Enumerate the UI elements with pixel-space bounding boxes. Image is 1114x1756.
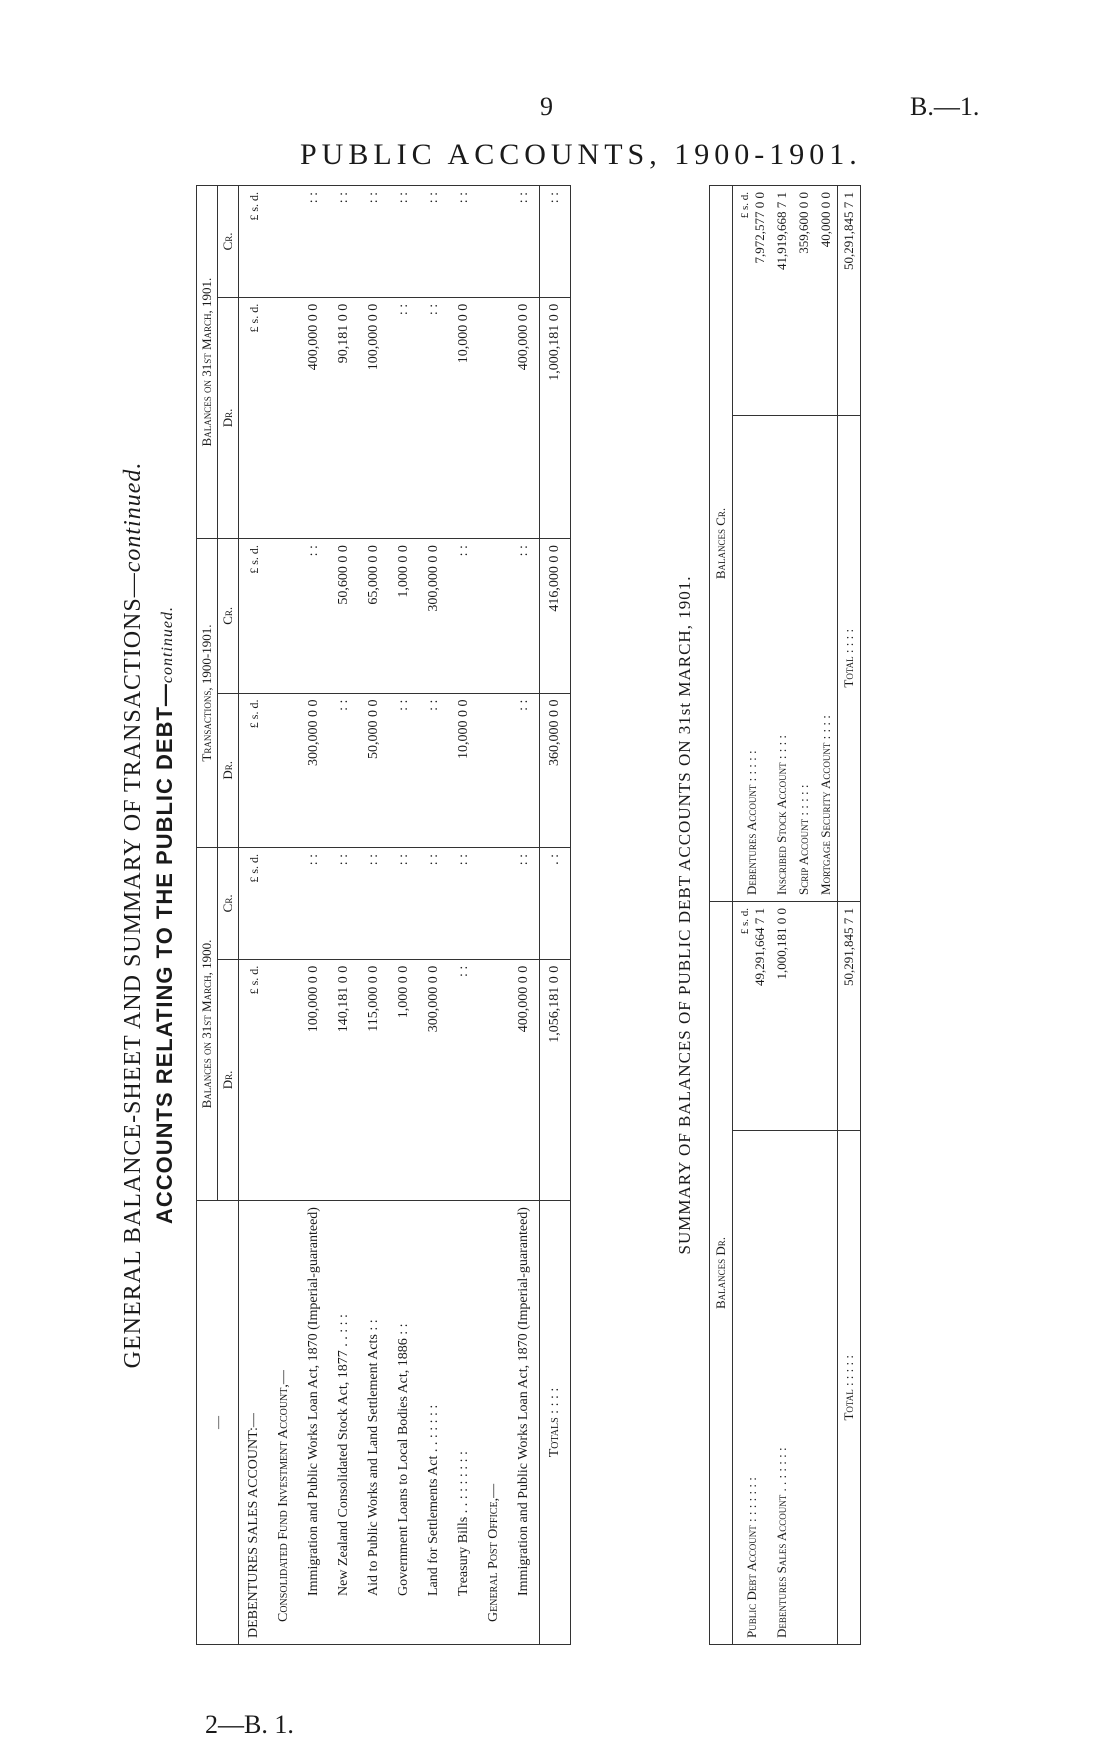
currency-units: £ s. d. (239, 297, 270, 538)
col-group-balances-1901: Balances on 31st March, 1901. (197, 186, 218, 539)
subsection-title: Consolidated Fund Investment Account,— (269, 1201, 299, 1645)
summary-row (733, 186, 772, 1645)
balance-1900-dr: 400,000 0 0 (509, 959, 540, 1200)
dr-label: Debentures Sales Account . . : : : : : (771, 1131, 793, 1645)
summary-header-row (710, 186, 733, 1645)
general-heading-text: GENERAL BALANCE-SHEET AND SUMMARY OF TRANSACTIONS— (120, 572, 146, 1369)
summary-table (709, 185, 861, 1645)
cr-header: Cr. (218, 539, 239, 693)
balance-1901-cr: : : (509, 186, 540, 298)
transaction-cr: : : (449, 539, 479, 693)
total-balance-1901-cr: : : (540, 186, 571, 298)
row-description: Aid to Public Works and Land Settlement Acts : : (359, 1201, 389, 1645)
transaction-dr: 10,000 0 0 (449, 693, 479, 847)
transaction-cr: : : (299, 539, 329, 693)
subsection-title: General Post Office,— (479, 1201, 509, 1645)
balance-1901-dr: 400,000 0 0 (509, 297, 540, 538)
transaction-dr: : : (509, 693, 540, 847)
cr-amount (733, 186, 772, 416)
dr-amount (733, 901, 772, 1131)
cr-total-amount: 50,291,845 7 1 (838, 186, 861, 416)
totals-label: Totals : : : : (540, 1201, 571, 1645)
transaction-cr: 50,600 0 0 (329, 539, 359, 693)
balance-1901-cr: : : (419, 186, 449, 298)
cr-header: Cr. (218, 186, 239, 298)
cr-total-label: Total : : : : (838, 415, 861, 901)
subsection-row (269, 186, 299, 1645)
balance-1900-dr: 1,000 0 0 (389, 959, 419, 1200)
totals-row (540, 186, 571, 1645)
dr-total-label: Total : : : : : (838, 1131, 861, 1645)
balance-1900-cr: : : (449, 847, 479, 959)
total-transaction-cr: 416,000 0 0 (540, 539, 571, 693)
transaction-cr: 1,000 0 0 (389, 539, 419, 693)
dr-label: Public Debt Account : : : : : : : (733, 1131, 772, 1645)
dr-amount: 1,000,181 0 0 (771, 901, 793, 1131)
cr-label: Inscribed Stock Account : : : : (771, 415, 793, 901)
table-row (509, 186, 540, 1645)
currency-units: £ s. d. (739, 192, 751, 219)
balance-1901-cr: : : (389, 186, 419, 298)
transaction-dr: : : (329, 693, 359, 847)
summary-total-row (838, 186, 861, 1645)
currency-units: £ s. d. (239, 959, 270, 1200)
transaction-cr: 65,000 0 0 (359, 539, 389, 693)
transaction-cr: : : (509, 539, 540, 693)
cr-label: Scrip Account : : : : : (793, 415, 815, 901)
debentures-sales-table (196, 185, 571, 1645)
dr-amount-value: 49,291,664 7 1 (752, 907, 767, 986)
balance-1900-cr: : : (509, 847, 540, 959)
row-description: Treasury Bills . . : : : : : : : (449, 1201, 479, 1645)
currency-units-row (239, 186, 270, 1645)
balance-1901-dr: 90,181 0 0 (329, 297, 359, 538)
balance-1900-cr: : : (329, 847, 359, 959)
total-balance-1900-cr: . : (540, 847, 571, 959)
balance-1900-dr: : : (449, 959, 479, 1200)
table-row (329, 186, 359, 1645)
cr-amount: 40,000 0 0 (815, 186, 838, 416)
col-group-balances-1900: Balances on 31st March, 1900. (197, 847, 218, 1200)
table-row (359, 186, 389, 1645)
currency-units: £ s. d. (239, 539, 270, 693)
cr-label: Debentures Account : : : : : (733, 415, 772, 901)
table-header-groups (197, 186, 218, 1645)
page-title: PUBLIC ACCOUNTS, 1900-1901. (300, 138, 862, 171)
dr-header: Dr. (218, 693, 239, 847)
cr-header: Cr. (218, 847, 239, 959)
currency-units: £ s. d. (239, 693, 270, 847)
transaction-dr: 300,000 0 0 (299, 693, 329, 847)
section-heading (152, 185, 178, 1645)
balance-1901-cr: : : (359, 186, 389, 298)
debt-accounts-block (120, 185, 650, 1645)
total-balance-1901-dr: 1,000,181 0 0 (540, 297, 571, 538)
dr-total-amount: 50,291,845 7 1 (838, 901, 861, 1131)
cr-label: Mortgage Security Account : : : : (815, 415, 838, 901)
balances-dr-header: Balances Dr. (710, 901, 733, 1644)
summary-heading: SUMMARY OF BALANCES OF PUBLIC DEBT ACCOUNTS ON 31st MARCH, 1901. (675, 575, 694, 1255)
summary-block (675, 185, 875, 1645)
dr-header: Dr. (218, 959, 239, 1200)
section-heading-continued: continued. (159, 605, 176, 684)
row-description: Government Loans to Local Bodies Act, 1886 : : (389, 1201, 419, 1645)
description-header: — (197, 1201, 239, 1645)
row-description: New Zealand Consolidated Stock Act, 1877 . . : : : (329, 1201, 359, 1645)
table-row (389, 186, 419, 1645)
currency-units: £ s. d. (239, 847, 270, 959)
transaction-cr: 300,000 0 0 (419, 539, 449, 693)
section-heading-text: ACCOUNTS RELATING TO THE PUBLIC DEBT— (152, 683, 177, 1225)
summary-row (771, 186, 793, 1645)
section-title: DEBENTURES SALES ACCOUNT:— (239, 1201, 270, 1645)
col-group-transactions: Transactions, 1900-1901. (197, 539, 218, 848)
balance-1901-cr: : : (329, 186, 359, 298)
balance-1900-cr: : : (419, 847, 449, 959)
total-transaction-dr: 360,000 0 0 (540, 693, 571, 847)
balance-1900-cr: : : (359, 847, 389, 959)
table-row (419, 186, 449, 1645)
transaction-dr: : : (419, 693, 449, 847)
summary-row (793, 186, 815, 1645)
balance-1901-dr: 100,000 0 0 (359, 297, 389, 538)
transaction-dr: : : (389, 693, 419, 847)
general-heading-continued: continued. (120, 461, 146, 573)
balance-1901-cr: : : (299, 186, 329, 298)
dr-header: Dr. (218, 297, 239, 538)
page-number: 9 (540, 92, 553, 121)
table-row (299, 186, 329, 1645)
document-reference-top: B.—1. (910, 92, 980, 121)
balance-1900-cr: : : (299, 847, 329, 959)
balance-1900-cr: : : (389, 847, 419, 959)
cr-amount: 41,919,668 7 1 (771, 186, 793, 416)
summary-row (815, 186, 838, 1645)
balance-1901-cr: : : (449, 186, 479, 298)
cr-amount: 359,600 0 0 (793, 186, 815, 416)
balance-1901-dr: 10,000 0 0 (449, 297, 479, 538)
general-heading (120, 185, 147, 1645)
currency-units: £ s. d. (239, 186, 270, 298)
row-description: Immigration and Public Works Loan Act, 1870 (Imperial-guaranteed) (299, 1201, 329, 1645)
currency-units: £ s. d. (739, 907, 751, 935)
balance-1900-dr: 115,000 0 0 (359, 959, 389, 1200)
balance-1900-dr: 300,000 0 0 (419, 959, 449, 1200)
document-reference-bottom: 2—B. 1. (205, 1710, 294, 1739)
balance-1901-dr: : : (419, 297, 449, 538)
balance-1901-dr: 400,000 0 0 (299, 297, 329, 538)
balance-1901-dr: : : (389, 297, 419, 538)
subsection-row (479, 186, 509, 1645)
balances-cr-header: Balances Cr. (710, 186, 733, 902)
transaction-dr: 50,000 0 0 (359, 693, 389, 847)
row-description: Land for Settlements Act . . : : : : : (419, 1201, 449, 1645)
total-balance-1900-dr: 1,056,181 0 0 (540, 959, 571, 1200)
balance-1900-dr: 100,000 0 0 (299, 959, 329, 1200)
balance-1900-dr: 140,181 0 0 (329, 959, 359, 1200)
row-description: Immigration and Public Works Loan Act, 1870 (Imperial-guaranteed) (509, 1201, 540, 1645)
cr-amount-value: 7,972,577 0 0 (752, 192, 767, 264)
table-row (449, 186, 479, 1645)
